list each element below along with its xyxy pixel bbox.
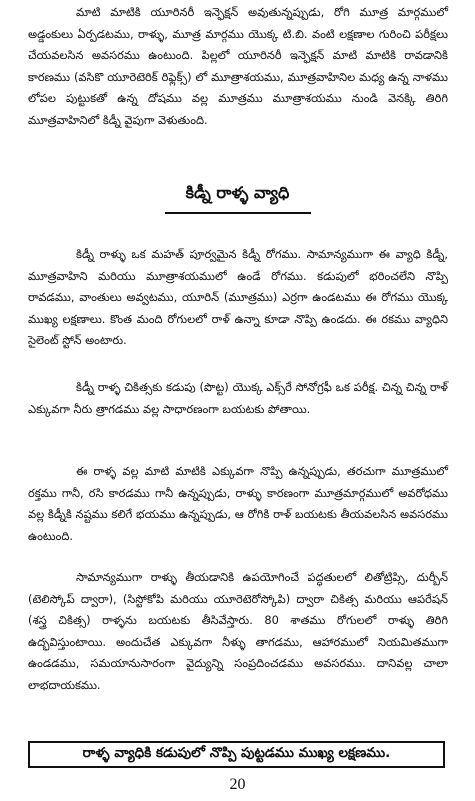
paragraph-diagnosis: కిడ్నీ రాళ్ళ చికిత్సకు కడుపు (పొట్ట) యొక్క ఎక్స్‌రే సోనోగ్రఫీ ఒక పరీక్ష. చిన్న చిన్న రాళ్ ఎక్కువగా నీరు త్రాగడము వల్ల సాధారణంగా బయటకు పోతాయి. — [28, 380, 448, 416]
heading-underline — [165, 212, 311, 214]
paragraph-removal-need: ఈ రాళ్ళ వల్ల మాటి మాటికి ఎక్కువగా నొప్పి ఉన్నప్పుడు, తరచుగా మూత్రములో రక్తము గానీ, రసి కారడము గానీ ఉన్నప్పుడు, రాళ్ళు కారణంగా మూత్రమార్గములో అవరోధము వల్ల కిడ్నీకి నష్టము కలిగే భయము ఉన్నప్పుడు, ఆ రోగికి రాళ్ బయటకు తీయవలసిన అవసరము ఉంటుంది. — [28, 464, 448, 543]
paragraph-kidney-stone-intro: కిడ్నీ రాళ్ళు ఒక మహత్ పూర్వమైన కిడ్నీ రోగము. సామాన్యముగా ఈ వ్యాధి కిడ్నీ, మూత్రవాహిని మరియు మూత్రాశయములో ఉండే రోగము. కడుపులో భరించలేని నొప్పి రావడము, వాంతులు అవ్వటము, యూరిన్ (మూత్రము) ఎర్రగా ఉండటము ఈ రోగము యొక్క ముఖ్య లక్షణాలు. కొంత మంది రోగులలో రాళ్ ఉన్నా కూడా నొప్పి ఉండదు. ఈ రకము వ్యాధిని సైలెంట్ స్టోన్ అంటారు. — [28, 247, 448, 348]
paragraph-treatment-methods: సామాన్యముగా రాళ్ళు తీయడానికి ఉపయోగించే పద్ధతులలో లితోట్రిప్సి, దుర్బీన్ (టెలిస్కోప్ ద్వారా), (సిస్టోకోపి మరియు యూరెటెరోస్కోపి) ద్వారా చికిత్స మరియు ఆపరేషన్ (శస్త్ర చికిత్స) రాళ్ళను బయటకు తీసివేస్తారు. 80 శాతము రోగులలో రాళ్ళు తిరిగి ఉద్భవిస్తుంటాయి. అందుచేత ఎక్కువగా నీళ్ళు తాగడము, ఆహారములో నియమితముగా ఉండడము, సమయానుసారంగా వైద్యున్ని సంప్రదించడము అవసరము. దానివల్ల చాలా లాభదాయకము. — [28, 570, 448, 692]
key-point-box: రాళ్ళ వ్యాధికి కడుపులో నొప్పి పుట్టడము ముఖ్య లక్షణము. — [28, 741, 445, 768]
page-number: 20 — [229, 776, 246, 793]
section-heading: కిడ్నీ రాళ్ళ వ్యాధి — [185, 183, 290, 202]
paragraph-urinary-infection: మాటి మాటికి యూరినరీ ఇన్ఫెక్షన్ అవుతున్నప్పుడు, రోగి మూత్ర మార్గములో అడ్డంకులు ఏర్పడటము, రాళ్ళు, మూత్ర మార్గము యొక్క టి.బి. వంటి లక్షణాల గురించి పరీక్షలు చేయవలసిన అవసరము ఉంటుంది. పిల్లలో యూరినరీ ఇన్ఫెక్షన్ మాటి మాటికి రావడానికి కారణము (వసికొ యూరెటెరిక్ రిఫ్లెక్స్) లో మూత్రాశయము, మూత్రవాహినిల మధ్య ఉన్న నాళము లోపల పుట్టుకతో ఉన్న దోషము వల్ల మూత్రము మూత్రాశయము నుండి వెనక్కి తిరిగి మూత్రవాహినిలో కిడ్నీ వైపుగా వెళుతుంది. — [28, 5, 448, 127]
